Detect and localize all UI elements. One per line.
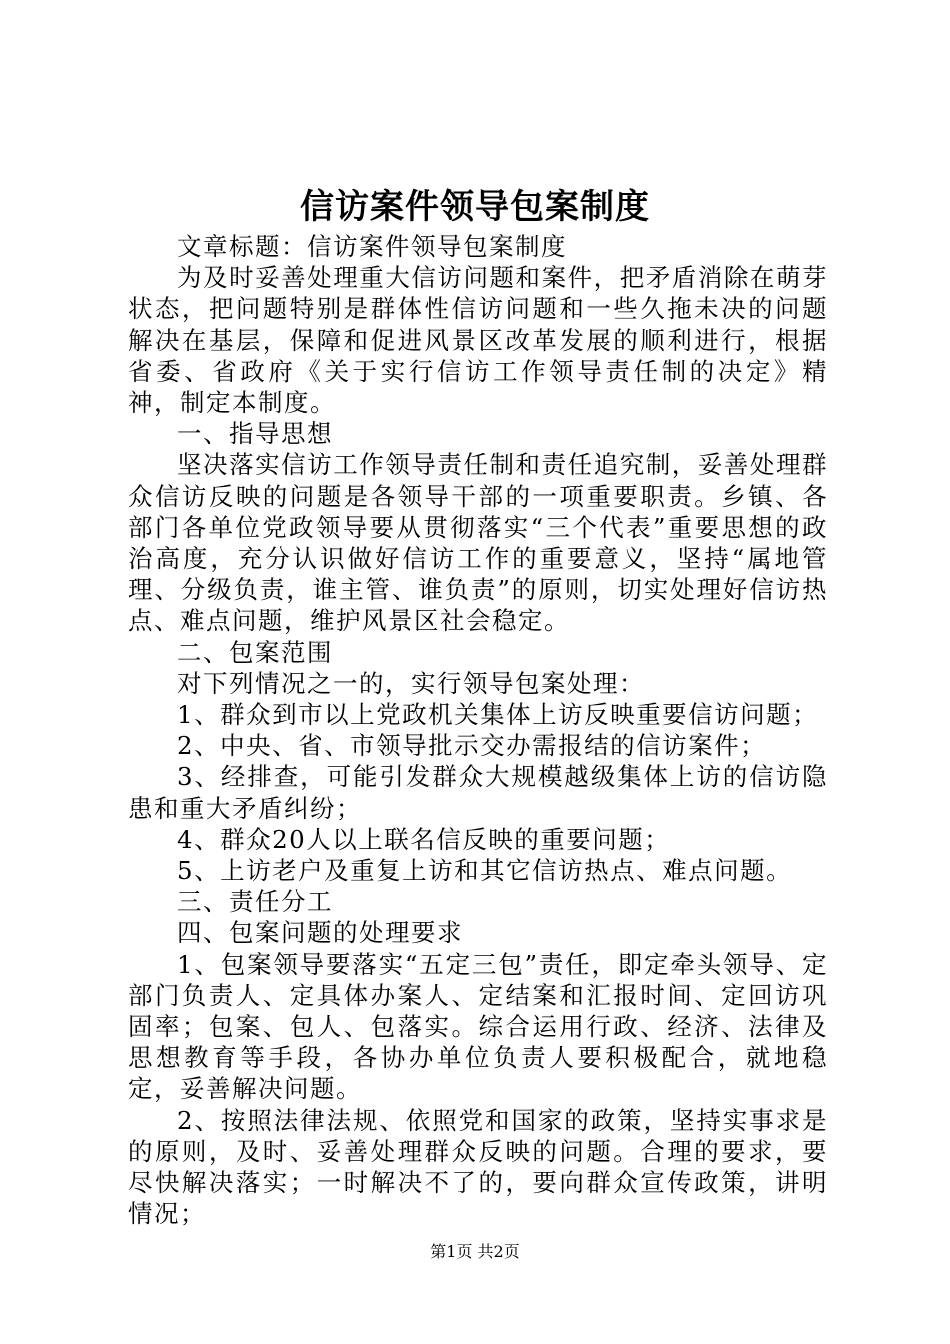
- section-heading-case-scope: 二、包案范围: [177, 637, 333, 667]
- section-heading-guiding-ideology: 一、指导思想: [177, 419, 333, 449]
- paragraph-guiding-ideology: 坚决落实信访工作领导责任制和责任追究制，妥善处理群众信访反映的问题是各领导干部的一项重要职责。乡镇、各部门各单位党政领导要从贯彻落实“三个代表”重要思想的政治高度，充分认识做好信访工作的重要意义，坚持“属地管理、分级负责，谁主管、谁负责”的原则，切实处理好信访热点、难点问题，维护风景区社会稳定。: [128, 450, 828, 636]
- paragraph-article-heading: 文章标题：信访案件领导包案制度: [177, 232, 567, 261]
- list-item: 1、群众到市以上党政机关集体上访反映重要信访问题；: [177, 700, 819, 730]
- list-item: 4、群众20人以上联名信反映的重要问题；: [177, 824, 671, 854]
- paragraph-intro: 为及时妥善处理重大信访问题和案件，把矛盾消除在萌芽状态，把问题特别是群体性信访问题和一些久拖未决的问题解决在基层，保障和促进风景区改革发展的顺利进行，根据省委、省政府《关于实行信访工作领导责任制的决定》精神，制定本制度。: [128, 263, 828, 418]
- list-item: 2、按照法律法规、依照党和国家的政策，坚持实事求是的原则，及时、妥善处理群众反映的问题。合理的要求，要尽快解决落实；一时解决不了的，要向群众宣传政策，讲明情况；: [128, 1105, 828, 1229]
- page-indicator: 第1页 共2页: [430, 1242, 520, 1261]
- list-item: 5、上访老户及重复上访和其它信访热点、难点问题。: [177, 856, 793, 886]
- list-item: 2、中央、省、市领导批示交办需报结的信访案件；: [177, 731, 767, 761]
- list-item: 3、经排查，可能引发群众大规模越级集体上访的信访隐患和重大矛盾纠纷；: [128, 762, 828, 823]
- list-item: 1、包案领导要落实“五定三包”责任，即定牵头领导、定部门负责人、定具体办案人、定结案和汇报时间、定回访巩固率；包案、包人、包落实。综合运用行政、经济、法律及思想教育等手段，各协办单位负责人要积极配合，就地稳定，妥善解决问题。: [128, 949, 828, 1104]
- paragraph-case-scope-lead: 对下列情况之一的，实行领导包案处理：: [177, 668, 645, 698]
- section-heading-handling-requirements: 四、包案问题的处理要求: [177, 918, 463, 948]
- document-title: 信访案件领导包案制度: [300, 187, 650, 227]
- document-body: [128, 231, 828, 1230]
- section-heading-responsibility: 三、责任分工: [177, 887, 333, 917]
